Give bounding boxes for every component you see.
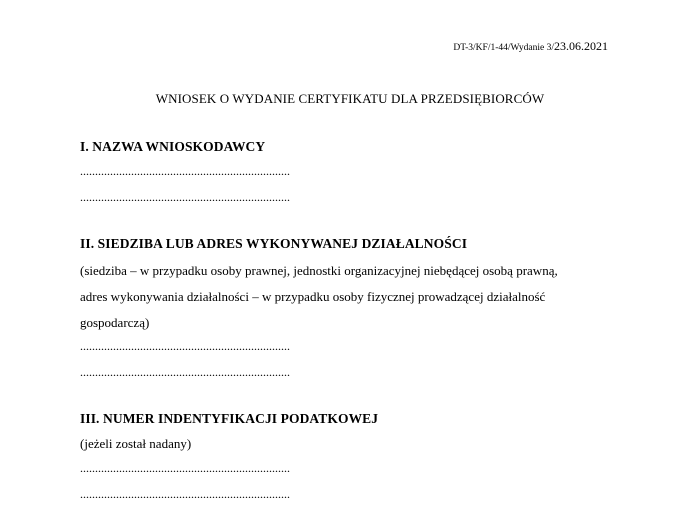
section-2-description-line-3: gospodarczą): [80, 315, 150, 330]
section-1-fill-line-2[interactable]: ......................................................................: [80, 190, 290, 204]
section-3-fill-line-2[interactable]: ......................................................................: [80, 487, 290, 501]
document-code-prefix: DT-3/KF/1-44/Wydanie 3/: [453, 43, 554, 53]
section-2-heading: II. SIEDZIBA LUB ADRES WYKONYWANEJ DZIAŁALNOŚCI: [80, 236, 468, 251]
section-2-fill-line-1[interactable]: ......................................................................: [80, 339, 290, 353]
section-2-fill-line-2[interactable]: ......................................................................: [80, 365, 290, 379]
section-2-description-line-1: (siedziba – w przypadku osoby prawnej, jednostki organizacyjnej niebędącej osobą prawną,: [80, 263, 558, 278]
document-title: WNIOSEK O WYDANIE CERTYFIKATU DLA PRZEDSIĘBIORCÓW: [155, 91, 545, 106]
document-code: [453, 39, 608, 54]
section-3-description-line-1: (jeżeli został nadany): [80, 436, 192, 451]
section-2-description-line-2: adres wykonywania działalności – w przypadku osoby fizycznej prowadzącej działalność: [80, 289, 546, 304]
section-3-heading: III. NUMER INDENTYFIKACJI PODATKOWEJ: [80, 411, 379, 426]
section-1-heading: I. NAZWA WNIOSKODAWCY: [80, 139, 266, 154]
section-1-fill-line-1[interactable]: ......................................................................: [80, 164, 290, 178]
section-3-fill-line-1[interactable]: ......................................................................: [80, 461, 290, 475]
document-date: 23.06.2021: [554, 39, 608, 53]
